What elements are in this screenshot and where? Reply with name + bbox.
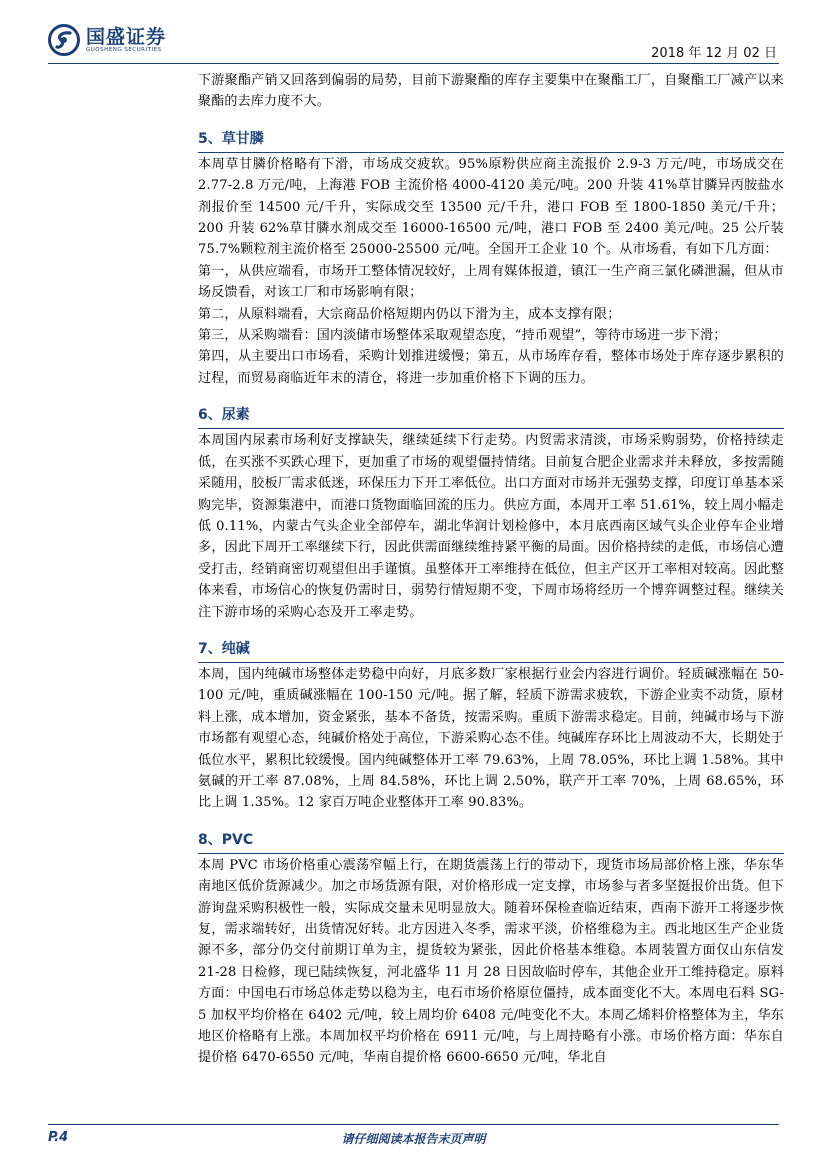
footer-disclaimer: 请仔细阅读本报告末页声明 — [341, 1132, 486, 1146]
section-divider — [198, 853, 784, 854]
page-header — [0, 0, 827, 72]
company-name-en: GUOSHENG SECURITIES — [86, 46, 162, 53]
guosheng-logo-icon — [48, 24, 80, 56]
section-paragraph: 第二，从原料端看，大宗商品价格短期内仍以下滑为主，成本支撑有限； — [198, 306, 621, 322]
section-paragraph: 本周，国内纯碱市场整体走势稳中向好，月底多数厂家根据行业会内容进行调价。轻质碱涨幅在 50-100 元/吨，重质碱涨幅在 100-150 元/吨。据了解，轻质下游需求疲软，下游企业卖不动货，原材料上涨，成本增加，资金紧张，基本不备货，按需采购。重质下游需求稳定。目前，纯碱市场与下游市场都有观望心态，纯碱价格处于高位，下游采购心态不佳。纯碱库存环比上周波动不大，长期处于低位水平，累积比较缓慢。国内纯碱整体开工率 79.63%，上周 78.05%，环比上调 1.58%。其中氨碱的开工率 87.08%，上周 84.58%，环比上调 2.50%，联产开工率 70%，上周 68.65%，环比上调 1.35%。12 家百万吨企业整体开工率 90.83%。 — [198, 666, 784, 811]
company-logo — [48, 24, 166, 56]
page-number: P.4 — [48, 1130, 69, 1145]
section-glyphosate — [198, 128, 784, 389]
section-title: 6、尿素 — [198, 407, 250, 424]
section-paragraph: 第一，从供应端看，市场开工整体情况较好，上周有媒体报道，镇江一生产商三氯化磷泄漏，但从市场反馈看，对该工厂和市场影响有限； — [198, 263, 784, 301]
section-paragraph: 第三，从采购端看：国内淡储市场整体采取观望态度，“持币观望”，等待市场进一步下滑； — [198, 328, 727, 344]
header-divider — [48, 63, 779, 64]
section-paragraph: 本周 PVC 市场价格重心震荡窄幅上行，在期货震荡上行的带动下，现货市场局部价格上涨，华东华南地区低价货源减少。加之市场货源有限，对价格形成一定支撑，市场参与者多坚挺报价出货。但下游询盘采购积极性一般，实际成交量未见明显放大。随着环保检查临近结束，西南下游开工将逐步恢复，需求端转好，出货情况好转。北方因进入冬季，需求平淡，价格维稳为主。西北地区生产企业货源不多，部分仍交付前期订单为主，提货较为紧张，因此价格基本维稳。本周装置方面仅山东信发 21-28 日检修，现已陆续恢复，河北盛华 11 月 28 日因故临时停车，其他企业开工维持稳定。原料方面：中国电石市场总体走势以稳为主，电石市场价格原位僵持，成本面变化不大。本周电石料 SG-5 加权平均价格在 6402 元/吨，较上周均价 6408 元/吨变化不大。本周乙烯料价格整体为主，华东地区价格略有上涨。本周加权平均价格在 6911 元/吨，与上周持略有小涨。市场价格方面：华东自提价格 6470-6550 元/吨，华南自提价格 6600-6650 元/吨，华北自 — [198, 857, 784, 1066]
section-title: 7、纯碱 — [198, 640, 250, 657]
section-urea — [198, 404, 784, 623]
section-soda-ash — [198, 638, 784, 814]
section-divider — [198, 428, 784, 429]
section-divider — [198, 152, 784, 153]
report-body — [198, 70, 784, 1069]
section-divider — [198, 662, 784, 663]
section-paragraph: 本周草甘膦价格略有下滑，市场成交疲软。95%原粉供应商主流报价 2.9-3 万元/吨，市场成交在 2.77-2.8 万元/吨，上海港 FOB 主流价格 4000-4120 美元/吨。200 升装 41%草甘膦异丙胺盐水剂报价至 14500 元/千升，实际成交至 13500 元/千升，港口 FOB 至 1800-1850 美元/千升；200 升装 62%草甘膦水剂成交至 16000-16500 元/吨，港口 FOB 至 2400 美元/吨。25 公斤装 75.7%颗粒剂主流价格至 25000-25500 元/吨。全国开工企业 10 个。从市场看，有如下几方面： — [198, 156, 784, 258]
section-paragraph: 本周国内尿素市场利好支撑缺失，继续延续下行走势。内贸需求清淡，市场采购弱势，价格持续走低，在买涨不买跌心理下，更加重了市场的观望僵持情绪。目前复合肥企业需求并未释放，多按需随采随用，胶板厂需求低迷，环保压力下开工率低位。出口方面对市场并无强势支撑，印度订单基本采购完毕，资源集港中，而港口货物面临回流的压力。供应方面，本周开工率 51.61%，较上周小幅走低 0.11%，内蒙古气头企业全部停车，湖北华润计划检修中，本月底西南区域气头企业停车企业增多，因此下周开工率继续下行，因此供需面继续维持紧平衡的局面。因价格持续的走低，市场信心遭受打击，经销商密切观望但出手谨慎。虽整体开工率维持在低位，但主产区开工率相对较高。因此整体来看，市场信心的恢复仍需时日，弱势行情短期不变，下周市场将经历一个博弈调整过程。继续关注下游市场的采购心态及开工率走势。 — [198, 433, 784, 620]
section-pvc — [198, 829, 784, 1069]
company-name: 国盛证券 — [86, 25, 167, 48]
section-paragraph: 第四，从主要出口市场看，采购计划推进缓慢；第五，从市场库存看，整体市场处于库存逐步累积的过程，而贸易商临近年末的清仓，将进一步加重价格下下调的压力。 — [198, 349, 784, 386]
footer-divider — [48, 1124, 779, 1125]
section-title: 5、草甘膦 — [198, 130, 264, 147]
intro-paragraph: 下游聚酯产销又回落到偏弱的局势，目前下游聚酯的库存主要集中在聚酯工厂，自聚酯工厂减产以来聚酯的去库力度不大。 — [198, 73, 784, 110]
report-date: 2018 年 12 月 02 日 — [651, 46, 777, 61]
section-title: 8、PVC — [198, 831, 254, 848]
